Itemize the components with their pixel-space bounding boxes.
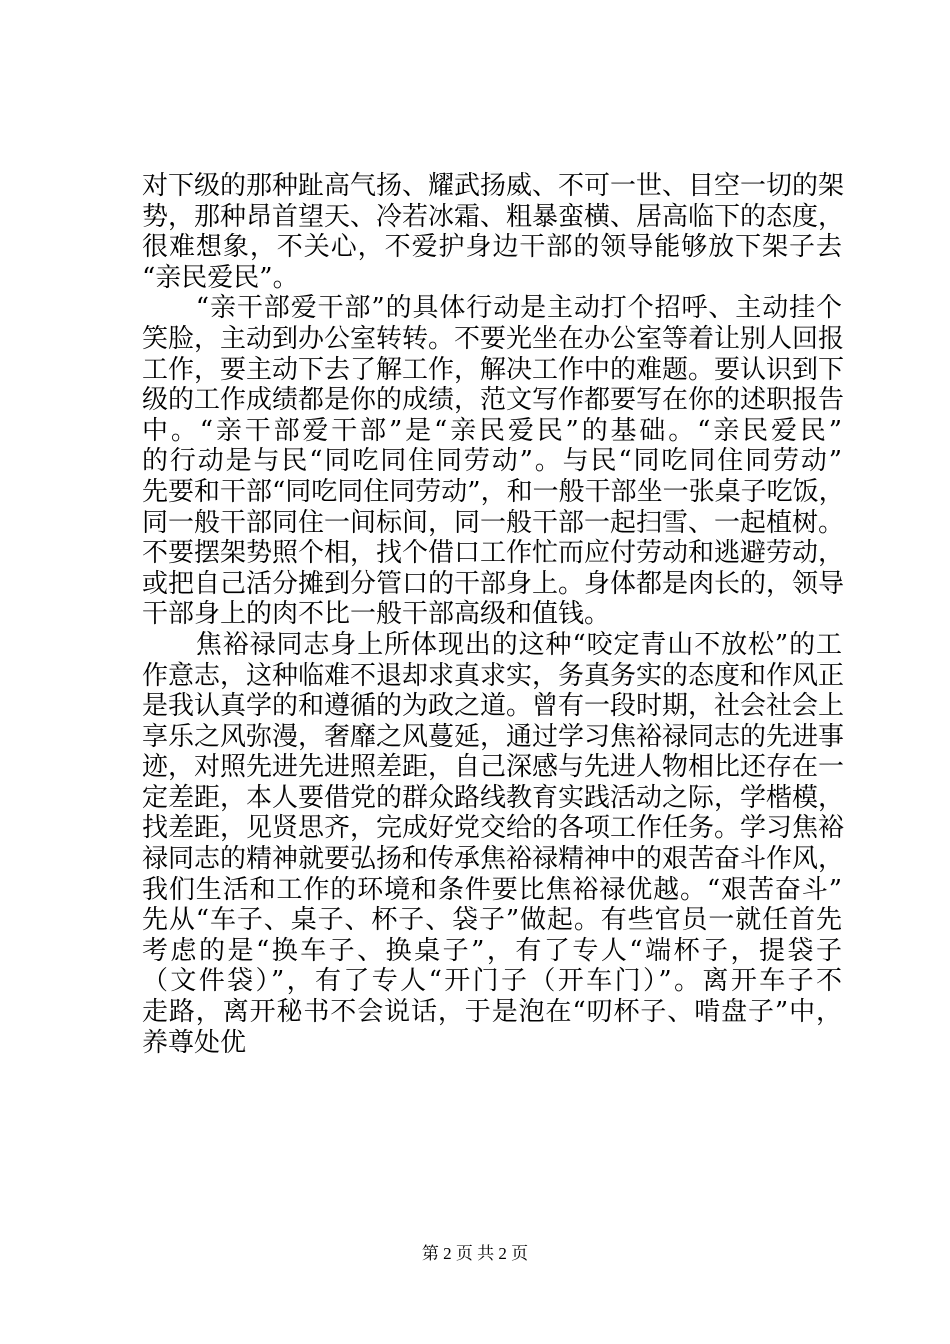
text-line: 级的工作成绩都是你的成绩，范文写作都要写在你的述职报告: [142, 385, 845, 416]
text-line: 的行动是与民“同吃同住同劳动”。与民“同吃同住同劳动”: [142, 446, 842, 477]
text-line: （文件袋）”，有了专人“开门子（开车门）”。离开车子不: [142, 966, 842, 997]
text-line: 先要和干部“同吃同住同劳动”，和一般干部坐一张桌子吃饭，: [142, 476, 845, 507]
text-line: 养尊处优: [142, 1027, 247, 1058]
text-line: 禄同志的精神就要弘扬和传承焦裕禄精神中的艰苦奋斗作风，: [142, 844, 845, 875]
document-body: [142, 171, 845, 1058]
text-line: 工作，要主动下去了解工作，解决工作中的难题。要认识到下: [142, 354, 845, 385]
text-line: 很难想象，不关心，不爱护身边干部的领导能够放下架子去: [142, 232, 842, 263]
text-line: 势，那种昂首望天、冷若冰霜、粗暴蛮横、居高临下的态度，: [142, 201, 845, 232]
text-line: 同一般干部同住一间标间，同一般干部一起扫雪、一起植树。: [142, 507, 845, 538]
text-line: 享乐之风弥漫，奢靡之风蔓延，通过学习焦裕禄同志的先进事: [142, 721, 845, 752]
text-line: 中。“亲干部爱干部”是“亲民爱民”的基础。“亲民爱民”: [142, 415, 842, 446]
text-line: 我们生活和工作的环境和条件要比焦裕禄优越。“艰苦奋斗”: [142, 874, 842, 905]
text-line: 干部身上的肉不比一般干部高级和值钱。: [142, 599, 611, 630]
text-line: 走路，离开秘书不会说话，于是泡在“叨杯子、啃盘子”中，: [142, 997, 842, 1028]
text-line: “亲干部爱干部”的具体行动是主动打个招呼、主动挂个: [142, 293, 842, 324]
text-line: 先从“车子、桌子、杯子、袋子”做起。有些官员一就任首先: [142, 905, 842, 936]
text-line: 或把自己活分摊到分管口的干部身上。身体都是肉长的，领导: [142, 568, 845, 599]
text-line: 是我认真学的和遵循的为政之道。曾有一段时期，社会社会上: [142, 691, 845, 722]
text-line: 迹，对照先进先进照差距，自己深感与先进人物相比还存在一: [142, 752, 845, 783]
text-line: 不要摆架势照个相，找个借口工作忙而应付劳动和逃避劳动，: [142, 538, 845, 569]
text-line: 作意志，这种临难不退却求真求实，务真务实的态度和作风正: [142, 660, 845, 691]
text-line: 对下级的那种趾高气扬、耀武扬威、不可一世、目空一切的架: [142, 171, 845, 201]
text-line: 找差距，见贤思齐，完成好党交给的各项工作任务。学习焦裕: [142, 813, 845, 844]
text-line: 考虑的是“换车子、换桌子”，有了专人“端杯子，提袋子: [142, 935, 842, 966]
text-line: 定差距，本人要借党的群众路线教育实践活动之际，学楷模，: [142, 782, 845, 813]
text-line: 笑脸，主动到办公室转转。不要光坐在办公室等着让别人回报: [142, 323, 845, 354]
text-line: “亲民爱民”。: [142, 262, 299, 293]
text-line: 焦裕禄同志身上所体现出的这种“咬定青山不放松”的工: [142, 629, 842, 660]
page-footer: 第 2 页 共 2 页: [421, 1244, 529, 1263]
